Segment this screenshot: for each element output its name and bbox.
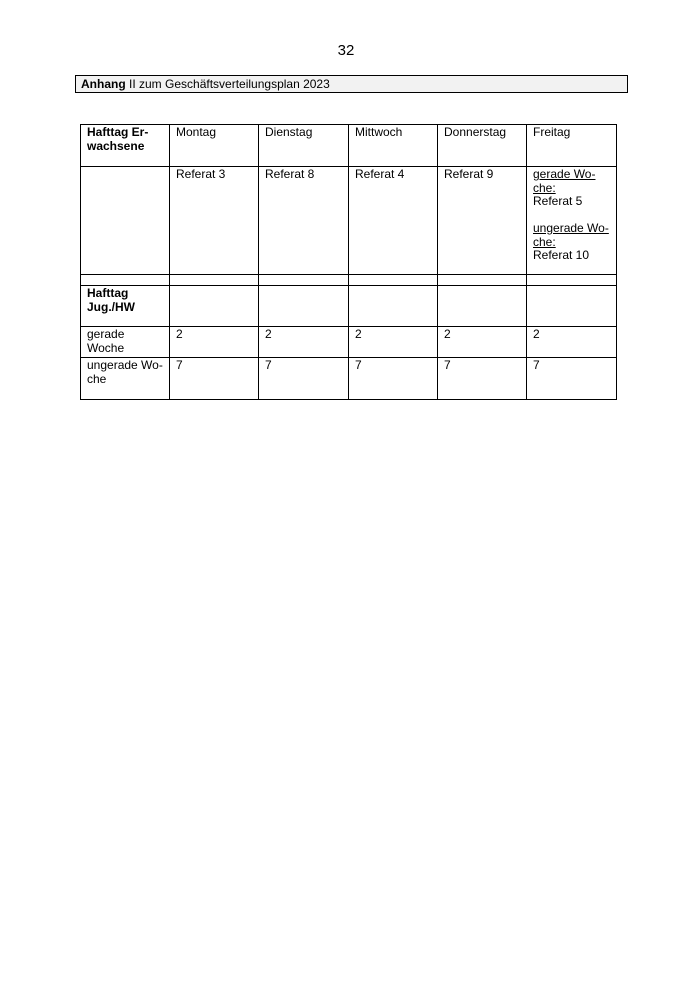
table-cell: 7	[170, 358, 259, 400]
referat-friday: gerade Wo- che: Referat 5 ungerade Wo- che: Referat 10	[527, 167, 617, 275]
day-thursday: Donnerstag	[438, 125, 527, 167]
day-tuesday: Dienstag	[259, 125, 349, 167]
table-cell: 7	[259, 358, 349, 400]
table-cell: 2	[349, 327, 438, 358]
table-cell: 7	[527, 358, 617, 400]
day-monday: Montag	[170, 125, 259, 167]
table-cell: 7	[349, 358, 438, 400]
table-cell: 7	[438, 358, 527, 400]
annex-header-text: II zum Geschäftsverteilungsplan 2023	[125, 77, 330, 91]
schedule-table	[80, 124, 617, 400]
table-cell: 2	[170, 327, 259, 358]
table-row-juveniles	[81, 286, 617, 327]
table-cell: 2	[527, 327, 617, 358]
annex-header-bold: Anhang	[81, 77, 126, 91]
page-number: 32	[337, 42, 355, 59]
row-label-even-week: gerade Woche	[81, 327, 170, 358]
row-label-odd-week: ungerade Wo- che	[81, 358, 170, 400]
table-row-adults-header	[81, 125, 617, 167]
table-cell: 2	[438, 327, 527, 358]
referat-thursday: Referat 9	[438, 167, 527, 275]
empty-cell	[81, 167, 170, 275]
row-label-adults: Hafttag Er- wachsene	[81, 125, 170, 167]
annex-header	[75, 75, 628, 93]
referat-monday: Referat 3	[170, 167, 259, 275]
row-label-juveniles: Hafttag Jug./HW	[81, 286, 170, 327]
table-row-odd-week	[81, 358, 617, 400]
table-row-even-week	[81, 327, 617, 358]
table-row-referate	[81, 167, 617, 275]
table-row-empty	[81, 275, 617, 286]
referat-wednesday: Referat 4	[349, 167, 438, 275]
referat-tuesday: Referat 8	[259, 167, 349, 275]
day-friday: Freitag	[527, 125, 617, 167]
table-cell: 2	[259, 327, 349, 358]
day-wednesday: Mittwoch	[349, 125, 438, 167]
